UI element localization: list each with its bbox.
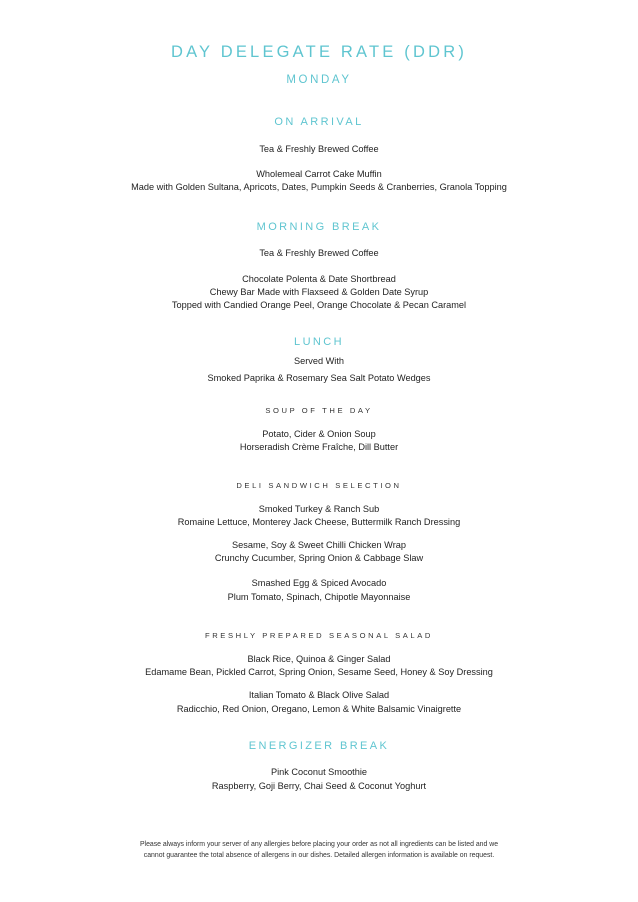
menu-item: Chewy Bar Made with Flaxseed & Golden Date Syrup bbox=[209, 287, 429, 297]
page-title: DAY DELEGATE RATE (DDR) bbox=[170, 43, 468, 61]
section-heading-energizer-break: ENERGIZER BREAK bbox=[248, 740, 390, 752]
menu-item-description: Topped with Candied Orange Peel, Orange Chocolate & Pecan Caramel bbox=[171, 300, 467, 310]
served-with-item: Smoked Paprika & Rosemary Sea Salt Potato Wedges bbox=[207, 373, 431, 383]
subheading-deli: DELI SANDWICH SELECTION bbox=[236, 481, 402, 490]
served-with-label: Served With bbox=[293, 356, 345, 366]
section-heading-morning-break: MORNING BREAK bbox=[256, 221, 382, 233]
menu-item-description: Raspberry, Goji Berry, Chai Seed & Coconut Yoghurt bbox=[211, 781, 427, 791]
menu-item: Italian Tomato & Black Olive Salad bbox=[248, 690, 390, 700]
menu-item-description: Radicchio, Red Onion, Oregano, Lemon & White Balsamic Vinaigrette bbox=[176, 704, 462, 714]
menu-item: Tea & Freshly Brewed Coffee bbox=[259, 248, 379, 258]
allergen-notice-line: Please always inform your server of any allergies before placing your order as not all ingredients can be listed and we bbox=[139, 841, 499, 848]
menu-item-description: Romaine Lettuce, Monterey Jack Cheese, Buttermilk Ranch Dressing bbox=[177, 517, 461, 527]
day-label: MONDAY bbox=[286, 74, 352, 86]
menu-item: Smoked Turkey & Ranch Sub bbox=[258, 504, 380, 514]
menu-item-description: Edamame Bean, Pickled Carrot, Spring Onion, Sesame Seed, Honey & Soy Dressing bbox=[145, 667, 493, 677]
menu-item: Chocolate Polenta & Date Shortbread bbox=[242, 274, 396, 284]
subheading-salad: FRESHLY PREPARED SEASONAL SALAD bbox=[204, 631, 434, 640]
subheading-soup: SOUP OF THE DAY bbox=[265, 406, 373, 415]
menu-item: Tea & Freshly Brewed Coffee bbox=[259, 144, 379, 154]
menu-item: Wholemeal Carrot Cake Muffin bbox=[256, 169, 382, 179]
menu-item: Sesame, Soy & Sweet Chilli Chicken Wrap bbox=[232, 540, 406, 550]
section-heading-lunch: LUNCH bbox=[294, 336, 344, 348]
menu-item: Smashed Egg & Spiced Avocado bbox=[251, 578, 387, 588]
section-heading-on-arrival: ON ARRIVAL bbox=[274, 116, 364, 128]
menu-item-description: Horseradish Crème Fraîche, Dill Butter bbox=[239, 442, 399, 452]
menu-item-description: Plum Tomato, Spinach, Chipotle Mayonnaise bbox=[227, 592, 411, 602]
allergen-notice-line: cannot guarantee the total absence of allergens in our dishes. Detailed allergen information is available on request. bbox=[143, 852, 495, 859]
menu-item: Pink Coconut Smoothie bbox=[270, 767, 367, 777]
menu-item: Black Rice, Quinoa & Ginger Salad bbox=[247, 654, 391, 664]
menu-item-description: Crunchy Cucumber, Spring Onion & Cabbage Slaw bbox=[214, 553, 424, 563]
menu-item: Potato, Cider & Onion Soup bbox=[262, 429, 376, 439]
menu-item-description: Made with Golden Sultana, Apricots, Dates, Pumpkin Seeds & Cranberries, Granola Topping bbox=[131, 182, 507, 192]
